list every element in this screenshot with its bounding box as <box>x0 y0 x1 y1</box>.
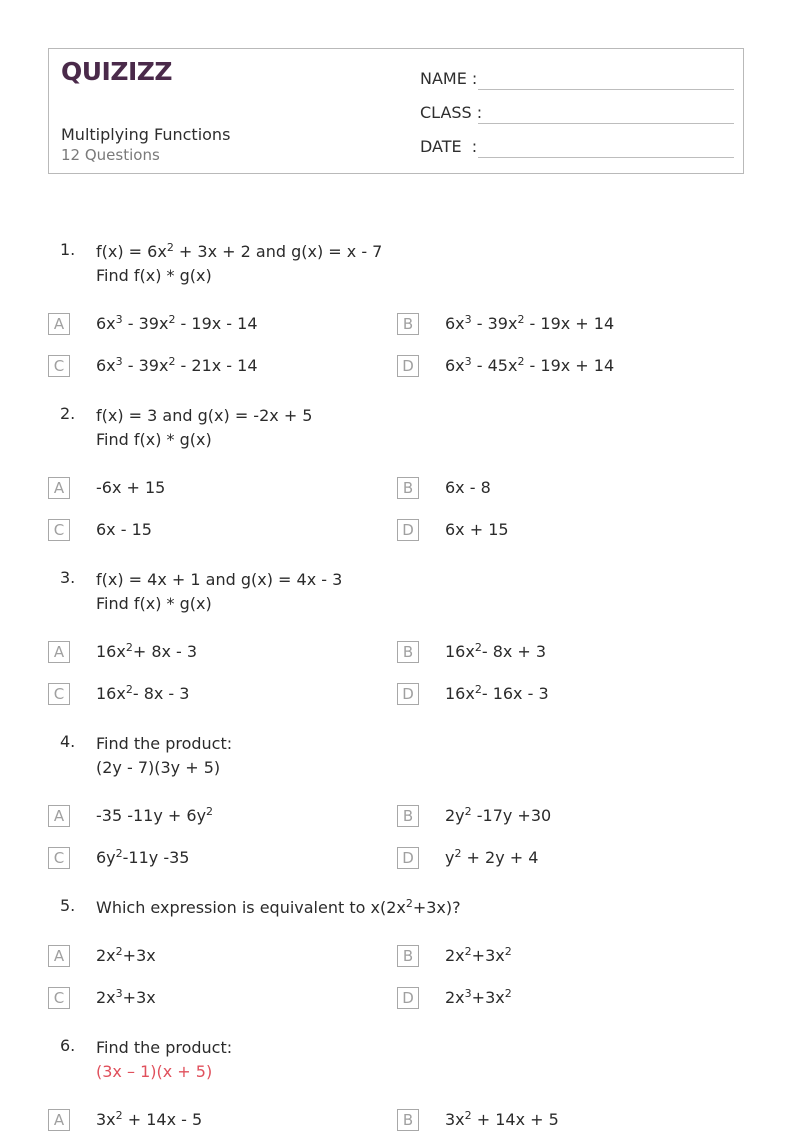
option-letter-box[interactable]: D <box>397 847 419 869</box>
question-number: 2. <box>60 404 76 423</box>
option-letter-box[interactable]: C <box>48 987 70 1009</box>
option-letter-box[interactable]: C <box>48 355 70 377</box>
option-letter-box[interactable]: A <box>48 1109 70 1131</box>
date-field <box>420 137 734 161</box>
option-letter-box[interactable]: C <box>48 683 70 705</box>
question-count: 12 Questions <box>61 146 160 164</box>
option-text: -35 $-11y + 6y^2$ <box>96 805 214 825</box>
option-letter-box[interactable]: D <box>397 519 419 541</box>
option-text: $2x^3+3x^2$ <box>445 987 512 1007</box>
question-number: 1. <box>60 240 76 259</box>
option-letter-box[interactable]: D <box>397 987 419 1009</box>
date-label: DATE : <box>420 137 478 156</box>
option-text: -6x + 15 <box>96 478 166 497</box>
date-line[interactable] <box>478 157 734 158</box>
option-letter-box[interactable]: B <box>397 945 419 967</box>
question-text: Which expression is equivalent to $x(2x^2+3x)$? <box>96 897 461 917</box>
option-letter-box[interactable]: B <box>397 641 419 663</box>
option-text: $6x^3 - 39x^2 - 19x + 14$ <box>445 313 615 333</box>
option-text: $16x^2-$ 16x - 3 <box>445 683 549 703</box>
question-number: 5. <box>60 896 76 915</box>
option-text: 6x - 15 <box>96 520 152 539</box>
class-label: CLASS : <box>420 103 483 122</box>
question-number: 6. <box>60 1036 76 1055</box>
option-letter-box[interactable]: C <box>48 847 70 869</box>
question-text: $f(x) = 6x^2 + 3x + 2$ and g(x) = x - 7 Find f(x) * g(x) <box>96 241 383 285</box>
option-text: $6x^3 - 39x^2 - 19x - 14$ <box>96 313 258 333</box>
name-label: NAME : <box>420 69 478 88</box>
option-text: 6x - 8 <box>445 478 491 497</box>
name-line[interactable] <box>478 89 734 90</box>
question-number: 4. <box>60 732 76 751</box>
worksheet-header <box>48 48 744 174</box>
quizizz-logo: QUIZIZZ <box>61 57 173 86</box>
option-text: $3x^2 + 14x - 5$ <box>96 1109 203 1129</box>
option-letter-box[interactable]: B <box>397 313 419 335</box>
question-text: f(x) = 4x + 1 and g(x) = 4x - 3 Find f(x) * g(x) <box>96 570 343 613</box>
class-field <box>420 103 734 127</box>
option-letter-box[interactable]: A <box>48 477 70 499</box>
question-number: 3. <box>60 568 76 587</box>
option-letter-box[interactable]: C <box>48 519 70 541</box>
option-text: $16x^2-$ 8x - 3 <box>96 683 190 703</box>
option-text: 6x + 15 <box>445 520 509 539</box>
option-text: $2x^2+3x$ <box>96 945 156 965</box>
question-text: Find the product: (3x – 1)(x + 5) <box>96 1038 233 1081</box>
option-letter-box[interactable]: D <box>397 683 419 705</box>
class-line[interactable] <box>478 123 734 124</box>
option-text: $3x^2 + 14x + 5$ <box>445 1109 559 1129</box>
option-text: $6x^3 - 45x^2 - 19x + 14$ <box>445 355 615 375</box>
option-letter-box[interactable]: B <box>397 1109 419 1131</box>
option-text: $6x^3 - 39x^2 - 21x - 14$ <box>96 355 258 375</box>
option-letter-box[interactable]: A <box>48 805 70 827</box>
option-text: $16x^2+ 8x - 3$ <box>96 641 198 661</box>
option-text: $2x^2+3x^2$ <box>445 945 512 965</box>
option-text: $2y^2$ -17y +30 <box>445 805 552 825</box>
option-letter-box[interactable]: B <box>397 477 419 499</box>
question-text: f(x) = 3 and g(x) = -2x + 5 Find f(x) * g(x) <box>96 406 313 449</box>
name-field <box>420 69 734 93</box>
option-text: $y^2 + 2y + 4$ <box>445 847 539 867</box>
option-text: $6y^2-11y$ -35 <box>96 847 190 867</box>
worksheet-title: Multiplying Functions <box>61 125 231 144</box>
question-text: Find the product: (2y - 7)(3y + 5) <box>96 734 233 777</box>
option-letter-box[interactable]: B <box>397 805 419 827</box>
option-letter-box[interactable]: A <box>48 945 70 967</box>
option-letter-box[interactable]: D <box>397 355 419 377</box>
option-text: $2x^3+3x$ <box>96 987 156 1007</box>
option-letter-box[interactable]: A <box>48 641 70 663</box>
option-text: $16x^2-$ 8x + 3 <box>445 641 547 661</box>
option-letter-box[interactable]: A <box>48 313 70 335</box>
